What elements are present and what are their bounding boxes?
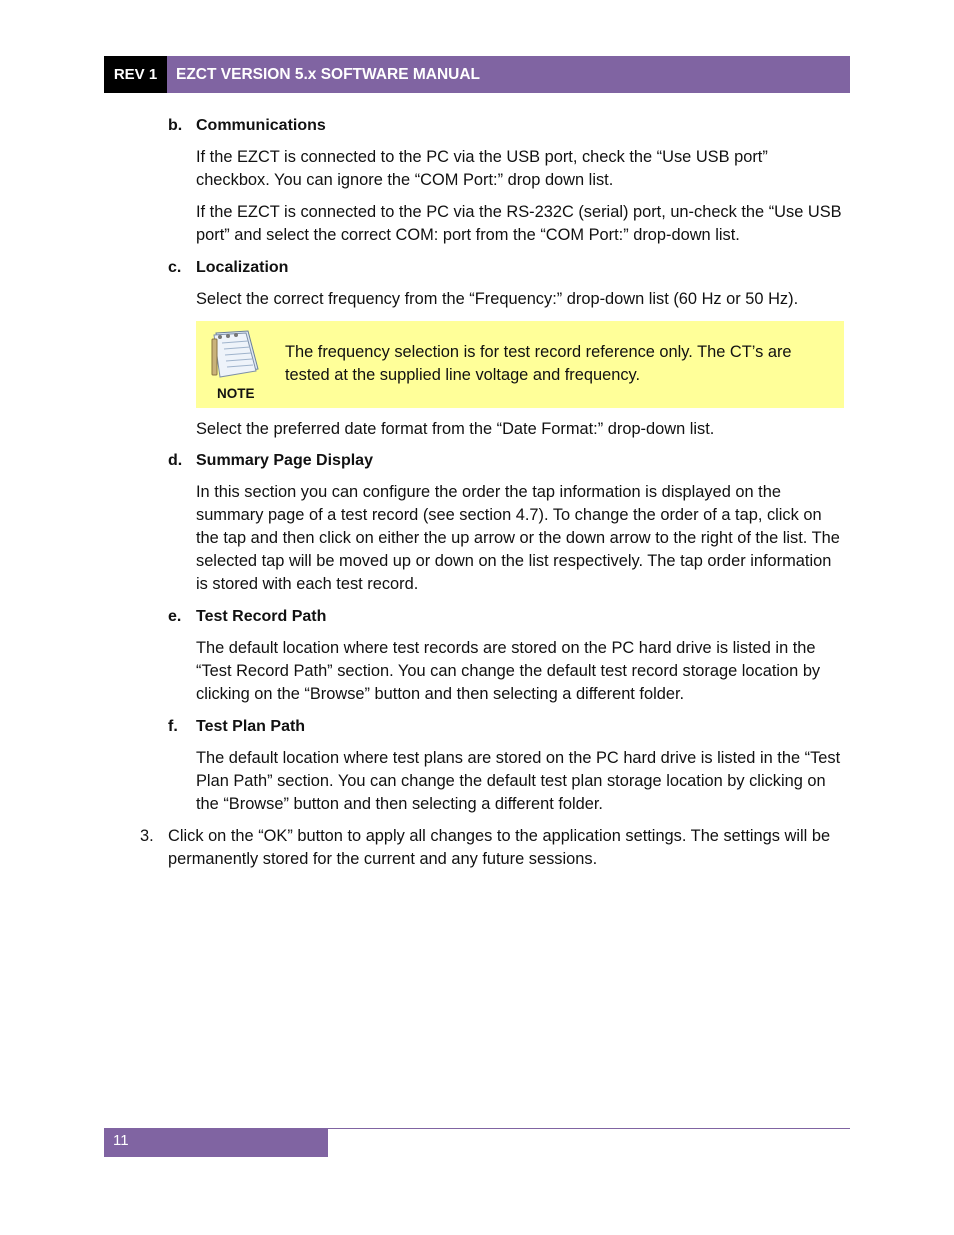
- page-number: 11: [104, 1129, 328, 1157]
- section-title: Communications: [196, 117, 326, 134]
- section-heading-localization: [168, 256, 288, 279]
- section-title: Test Record Path: [196, 608, 327, 625]
- note-box: [196, 321, 844, 408]
- localization-paragraph-1: Select the correct frequency from the “Frequency:” drop-down list (60 Hz or 50 Hz).: [196, 290, 799, 308]
- test-plan-path-paragraph: The default location where test plans are stored on the PC hard drive is listed in the “Test Plan Path” section. You can change the default test plan storage location by clicking on the “Browse” button and then selecting a different folder.: [196, 749, 841, 813]
- communications-paragraph-2: If the EZCT is connected to the PC via the RS-232C (serial) port, un-check the “Use USB port” and select the correct COM: port from the “COM Port:” drop-down list.: [196, 203, 842, 244]
- section-heading-test-record-path: [168, 605, 326, 628]
- note-label: NOTE: [217, 386, 255, 401]
- note-text: The frequency selection is for test record reference only. The CT’s are tested at the supplied line voltage and frequency.: [285, 343, 792, 384]
- step-text: Click on the “OK” button to apply all changes to the application settings. The settings will be permanently stored for the current and any future sessions.: [168, 827, 831, 868]
- test-record-path-paragraph: The default location where test records are stored on the PC hard drive is listed in the “Test Record Path” section. You can change the default test record storage location by clicking on the “Browse” button and then selecting a different folder.: [196, 639, 821, 703]
- section-letter: f.: [168, 718, 178, 735]
- revision-label: REV 1: [104, 56, 167, 93]
- section-heading-test-plan-path: [168, 715, 305, 738]
- step-number: 3.: [140, 827, 154, 845]
- section-title: Test Plan Path: [196, 718, 306, 735]
- notepad-icon: [208, 329, 262, 379]
- summary-page-paragraph: In this section you can configure the order the tap information is displayed on the summary page of a test record (see section 4.7). To change the order of a tap, click on the tap and then click on either the up arrow or the down arrow to the right of the list. The selected tap will be moved up or down on the list respectively. The tap order information is stored with each test record.: [196, 483, 840, 593]
- section-heading-summary-page-display: [168, 449, 373, 472]
- section-title: Localization: [196, 259, 289, 276]
- section-heading-communications: [168, 114, 326, 137]
- localization-paragraph-2: Select the preferred date format from the “Date Format:” drop-down list.: [196, 420, 715, 438]
- communications-paragraph-1: If the EZCT is connected to the PC via the USB port, check the “Use USB port” checkbox. You can ignore the “COM Port:” drop down list.: [196, 148, 768, 189]
- manual-title: EZCT VERSION 5.x SOFTWARE MANUAL: [167, 56, 850, 93]
- section-letter: d.: [168, 452, 183, 469]
- section-letter: b.: [168, 117, 183, 134]
- section-title: Summary Page Display: [196, 452, 373, 469]
- page-header: [104, 56, 850, 93]
- section-letter: c.: [168, 259, 182, 276]
- section-letter: e.: [168, 608, 182, 625]
